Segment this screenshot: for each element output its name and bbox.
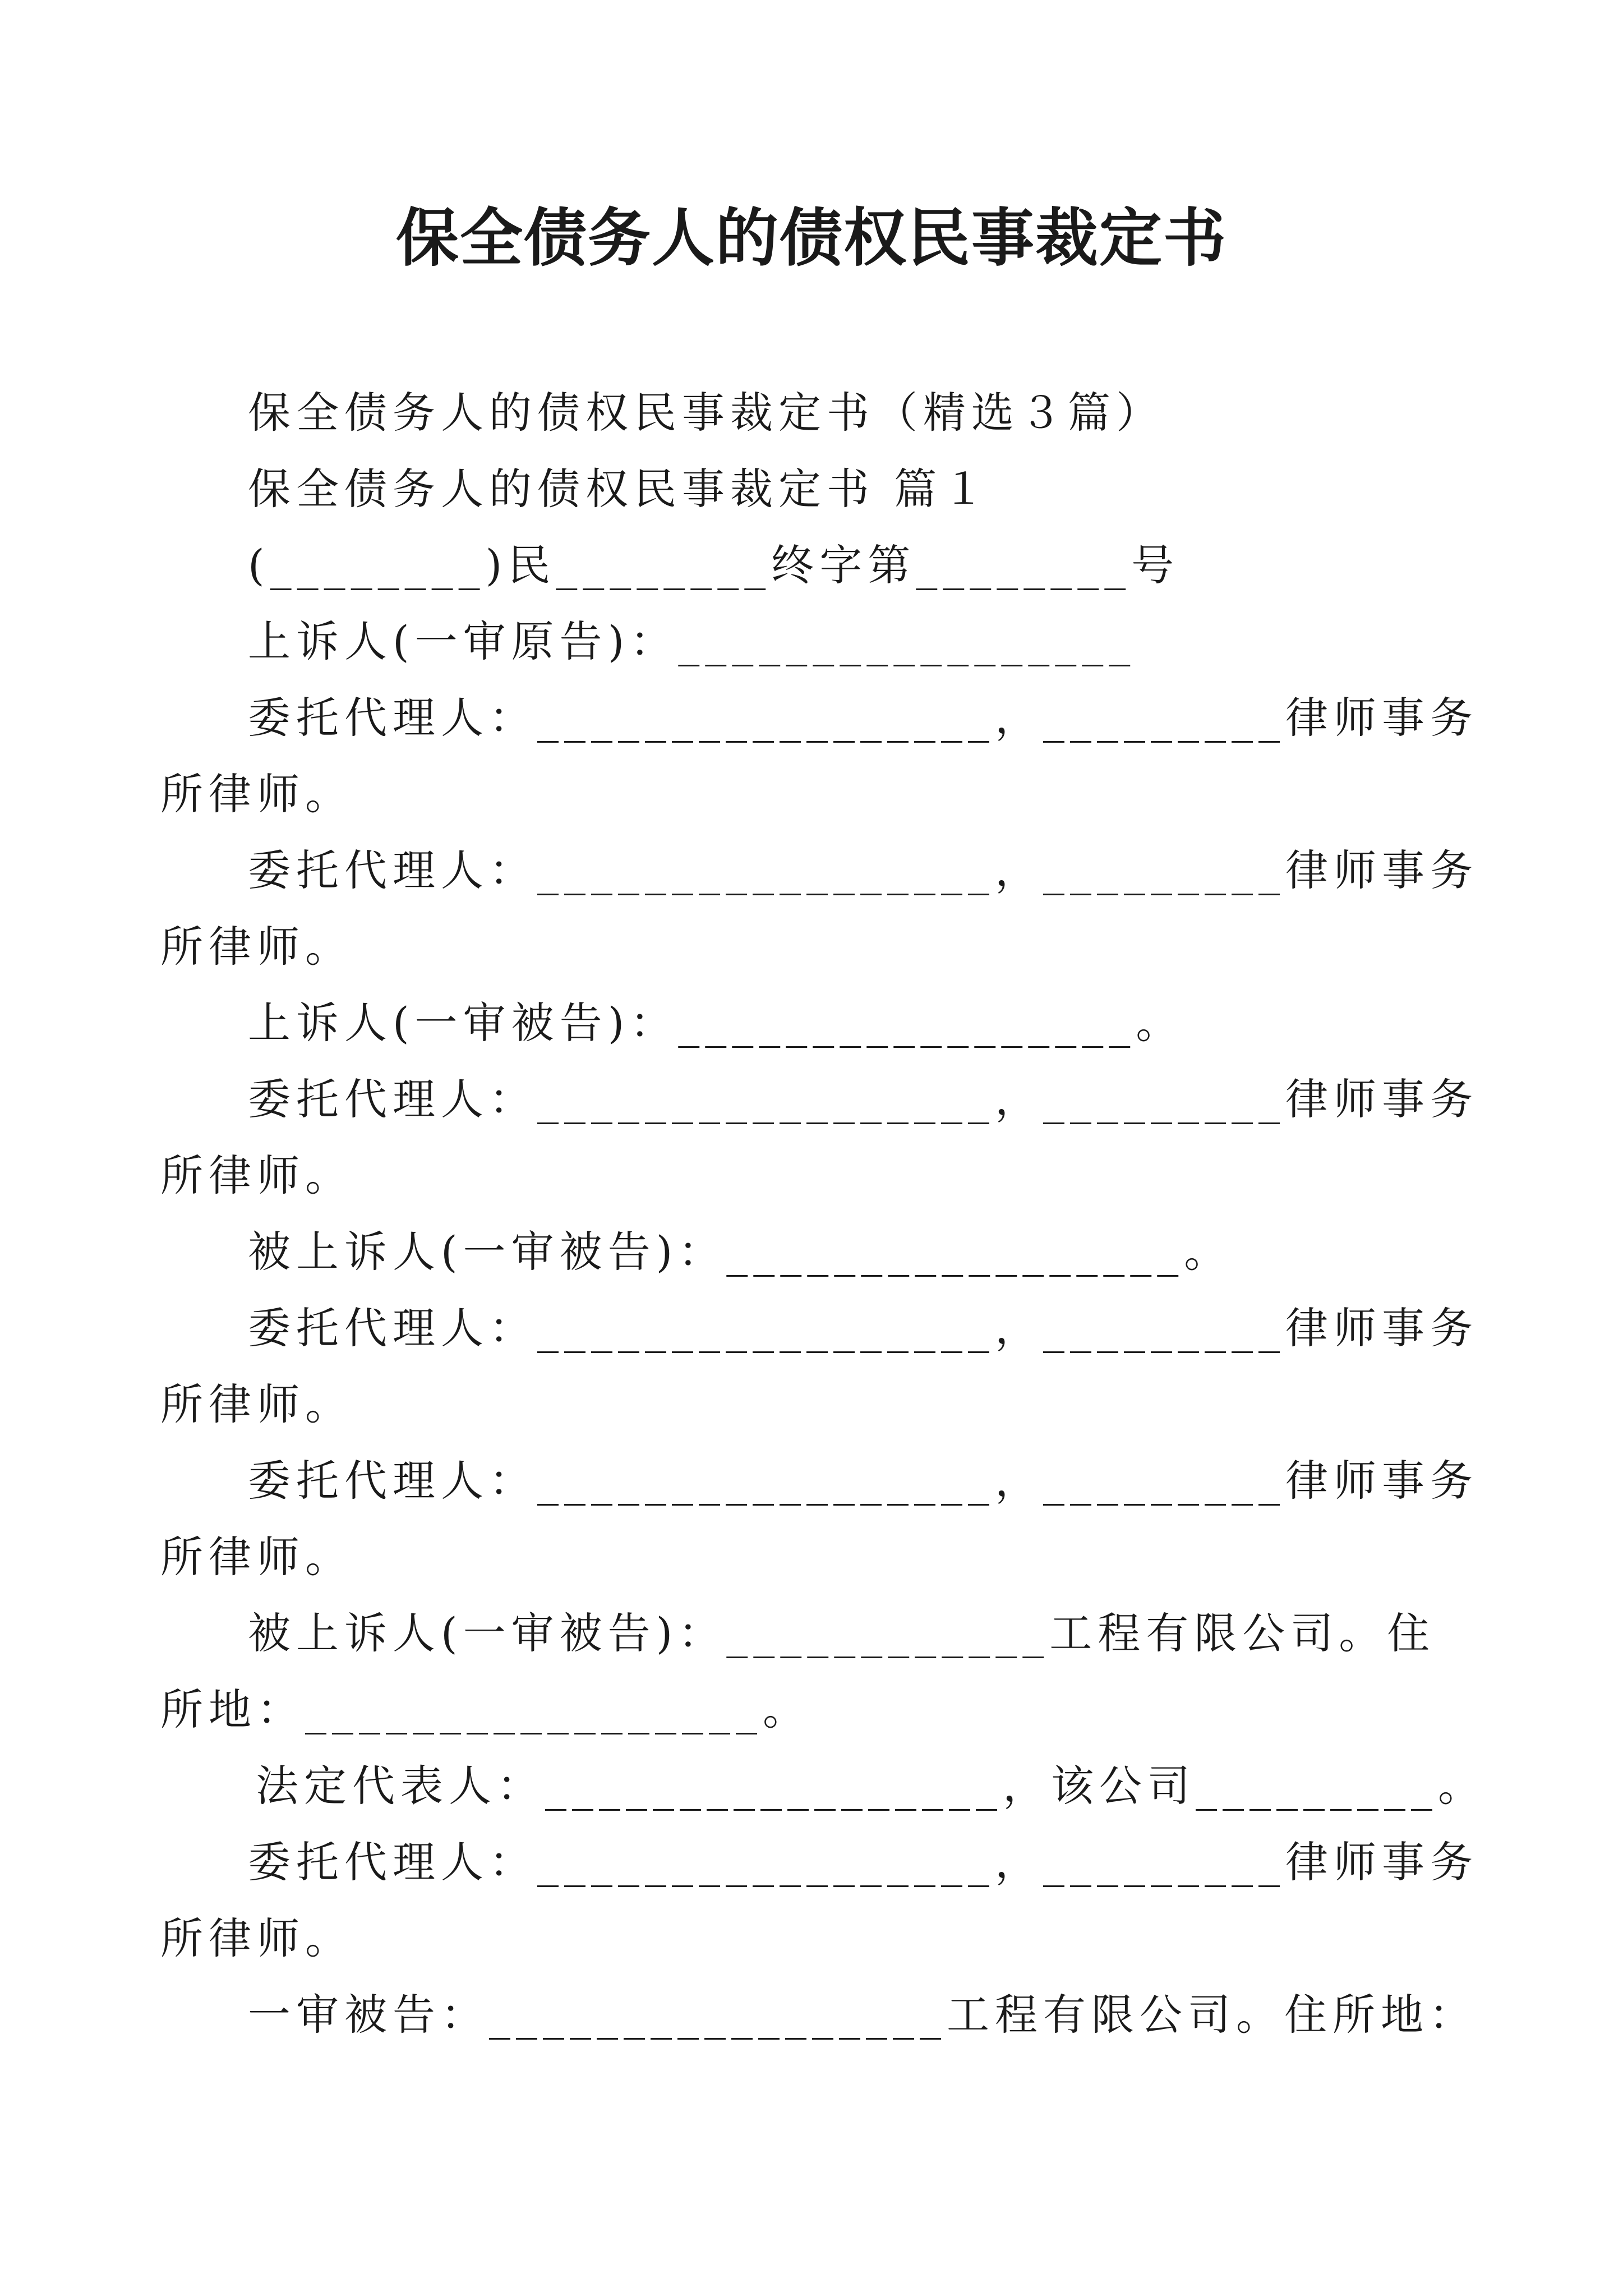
line-agent-4-cont: 所律师。 <box>160 1379 353 1429</box>
line-agent-5: 委托代理人：_________________，_________律师事务 <box>248 1456 1478 1506</box>
line-agent-1-cont: 所律师。 <box>160 769 353 819</box>
line-agent-5-cont: 所律师。 <box>160 1532 353 1582</box>
line-agent-1: 委托代理人：_________________，_________律师事务 <box>248 693 1478 743</box>
line-legal-rep: 法定代表人：_________________，该公司_________。 <box>256 1761 1486 1811</box>
line-agent-2: 委托代理人：_________________，_________律师事务 <box>248 845 1478 895</box>
line-appellee-1: 被上诉人(一审被告)：_________________。 <box>248 1227 1233 1277</box>
line-subtitle: 保全债务人的债权民事裁定书（精选３篇） <box>248 388 1164 438</box>
line-agent-3: 委托代理人：_________________，_________律师事务 <box>248 1074 1478 1124</box>
line-first-instance-defendant: 一审被告：_________________工程有限公司。住所地： <box>248 1990 1477 2040</box>
line-appellant-plaintiff: 上诉人(一审原告)：_________________ <box>248 616 1136 666</box>
line-agent-4: 委托代理人：_________________，_________律师事务 <box>248 1303 1478 1353</box>
document-title: 保全债务人的债权民事裁定书 <box>396 201 1227 275</box>
line-appellant-defendant: 上诉人(一审被告)：_________________。 <box>248 998 1184 1048</box>
line-appellee-2-cont: 所地：_________________。 <box>160 1685 811 1734</box>
line-agent-2-cont: 所律师。 <box>160 922 353 972</box>
line-case-number: (________)民________终字第________号 <box>248 540 1180 590</box>
line-appellee-2: 被上诉人(一审被告)：____________工程有限公司。住 <box>248 1608 1436 1658</box>
line-agent-3-cont: 所律师。 <box>160 1151 353 1200</box>
line-agent-6: 委托代理人：_________________，_________律师事务 <box>248 1837 1478 1887</box>
line-section-heading: 保全债务人的债权民事裁定书 篇１ <box>248 464 991 514</box>
line-agent-6-cont: 所律师。 <box>160 1913 353 1963</box>
